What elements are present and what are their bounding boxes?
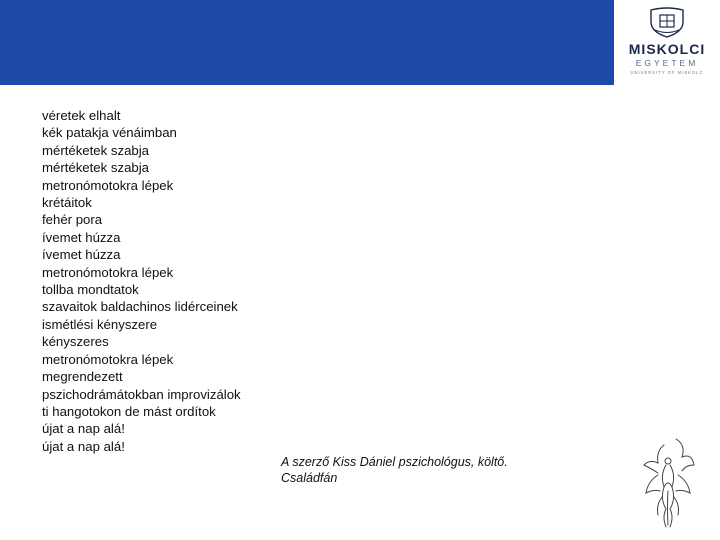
university-english-name: UNIVERSITY OF MISKOLC bbox=[630, 70, 704, 75]
phoenix-icon bbox=[636, 435, 700, 531]
poem-line: metronómotokra lépek bbox=[42, 264, 174, 280]
poem-line: ívemet húzza bbox=[42, 229, 121, 245]
poem-line: ti hangotokon de mást ordítok bbox=[42, 403, 216, 419]
header-bar bbox=[0, 0, 720, 85]
poem-line: szavaitok baldachinos lidérceinek bbox=[42, 299, 238, 315]
author-line: Családfán bbox=[281, 471, 338, 485]
university-crest-icon bbox=[649, 6, 685, 38]
poem-line: újat a nap alá! bbox=[42, 421, 125, 437]
poem-line: véretek elhalt bbox=[42, 108, 121, 123]
poem bbox=[42, 107, 272, 455]
university-logo bbox=[614, 0, 720, 85]
poem-line: tollba mondtatok bbox=[42, 282, 139, 298]
poem-line: metronómotokra lépek bbox=[42, 177, 174, 193]
author-note bbox=[281, 454, 541, 486]
poem-line: pszichodrámátokban improvizálok bbox=[42, 386, 241, 402]
author-line: A szerző Kiss Dániel pszichológus, költő. bbox=[281, 455, 508, 469]
poem-line: kényszeres bbox=[42, 334, 109, 350]
poem-line: kék patakja vénáimban bbox=[42, 125, 177, 141]
poem-line: ismétlési kényszere bbox=[42, 316, 158, 332]
poem-line: ívemet húzza bbox=[42, 247, 121, 263]
poem-line: mértéketek szabja bbox=[42, 160, 150, 176]
poem-line: megrendezett bbox=[42, 369, 123, 385]
university-subname: EGYETEM bbox=[635, 58, 699, 68]
poem-line: mértéketek szabja bbox=[42, 142, 150, 158]
university-name: MISKOLCI bbox=[628, 41, 706, 57]
poem-line: krétáitok bbox=[42, 195, 92, 211]
poem-line: fehér pora bbox=[42, 212, 103, 228]
poem-line: újat a nap alá! bbox=[42, 438, 125, 454]
poem-line: metronómotokra lépek bbox=[42, 351, 174, 367]
